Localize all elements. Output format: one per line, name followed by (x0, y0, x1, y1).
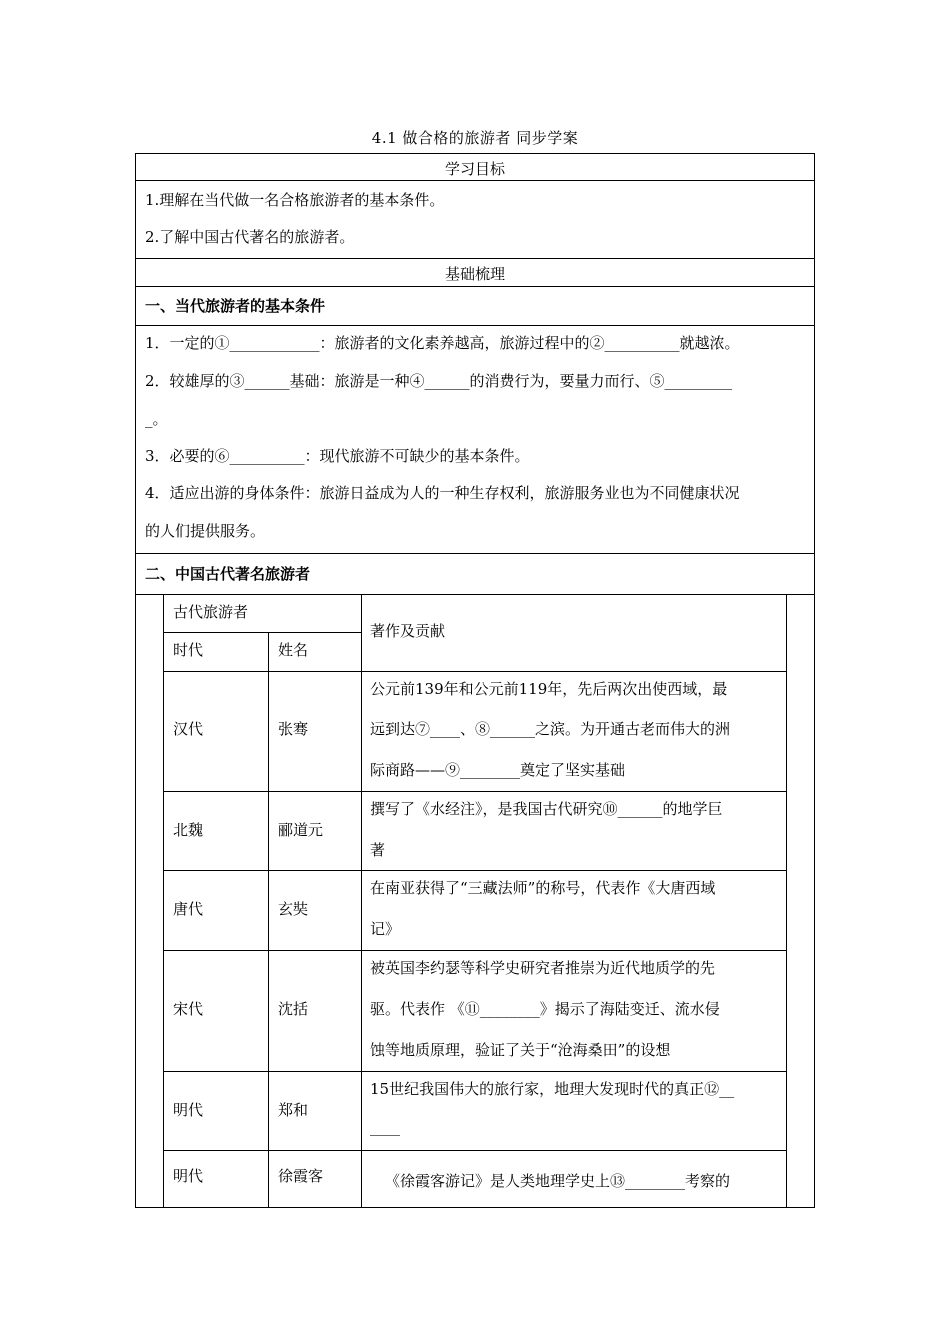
section-1-title: 一、当代旅游者的基本条件 (145, 297, 326, 315)
basics-line: 1．一定的①____________：旅游者的文化素养越高，旅游过程中的②__________就越浓。 (145, 334, 740, 352)
basics-line: _。 (145, 410, 168, 428)
goal-item: 2.了解中国古代著名的旅游者。 (145, 228, 355, 246)
divider (135, 258, 815, 259)
row-name: 徐霞客 (278, 1167, 324, 1185)
row-era: 明代 (173, 1167, 204, 1185)
divider (135, 286, 815, 287)
row-era: 北魏 (173, 821, 204, 839)
divider (135, 553, 815, 554)
row-work-line: 驱。代表作 《⑪________》揭示了海陆变迁、流水侵 (370, 1000, 720, 1018)
basics-line: 2．较雄厚的③______基础：旅游是一种④______的消费行为，要量力而行、⑤_________ (145, 372, 733, 390)
inner-table-border (163, 671, 787, 672)
row-era: 宋代 (173, 1000, 204, 1018)
divider (135, 325, 815, 326)
inner-table-border (163, 1071, 787, 1072)
col-header-name: 姓名 (278, 641, 309, 659)
col-header-era: 时代 (173, 641, 204, 659)
inner-table-border (268, 632, 269, 1208)
inner-table-border (163, 950, 787, 951)
row-work-line: ____ (370, 1118, 400, 1136)
row-work-line: 15世纪我国伟大的旅行家，地理大发现时代的真正⑫__ (370, 1080, 735, 1098)
row-name: 郦道元 (278, 821, 324, 839)
row-work-line: 在南亚获得了“三藏法师”的称号，代表作《大唐西域 (370, 879, 716, 897)
row-work-line: 际商路——⑨________奠定了坚实基础 (370, 761, 626, 779)
inner-table-border (163, 791, 787, 792)
inner-table-border (163, 1150, 787, 1151)
row-work-line: 著 (370, 841, 386, 859)
row-name: 沈括 (278, 1000, 309, 1018)
divider (135, 180, 815, 181)
row-work-line: 蚀等地质原理，验证了关于“沧海桑田”的设想 (370, 1041, 671, 1059)
row-name: 张骞 (278, 720, 309, 738)
row-era: 明代 (173, 1101, 204, 1119)
inner-table-border (163, 595, 164, 1208)
basics-header: 基础梳理 (444, 265, 505, 283)
row-era: 汉代 (173, 720, 204, 738)
row-work-line: 远到达⑦____、⑧______之滨。为开通古老而伟大的洲 (370, 720, 731, 738)
col-header-work: 著作及贡献 (370, 622, 446, 640)
row-work-line: 被英国李约瑟等科学史研究者推崇为近代地质学的先 (370, 959, 716, 977)
basics-line: 的人们提供服务。 (145, 522, 266, 540)
row-work-line: 撰写了《水经注》，是我国古代研究⑩______的地学巨 (370, 800, 723, 818)
section-2-title: 二、中国古代著名旅游者 (145, 565, 311, 583)
inner-table-border (163, 632, 361, 633)
basics-line: 4．适应出游的身体条件：旅游日益成为人的一种生存权利，旅游服务业也为不同健康状况 (145, 484, 740, 502)
page-title: 4.1 做合格的旅游者 同步学案 (371, 129, 579, 147)
inner-table-border (786, 595, 787, 1208)
row-work-line: 公元前139年和公元前119年，先后两次出使西域，最 (370, 680, 728, 698)
row-name: 玄奘 (278, 900, 309, 918)
inner-table-border (361, 595, 362, 1208)
row-name: 郑和 (278, 1101, 309, 1119)
inner-table-border (163, 870, 787, 871)
basics-line: 3．必要的⑥__________：现代旅游不可缺少的基本条件。 (145, 447, 530, 465)
row-era: 唐代 (173, 900, 204, 918)
row-work-line: 记》 (370, 920, 401, 938)
row-work-line: 《徐霞客游记》是人类地理学史上⑬________考察的 (385, 1172, 731, 1190)
goal-item: 1.理解在当代做一名合格旅游者的基本条件。 (145, 191, 445, 209)
divider (135, 594, 815, 595)
col-header-group: 古代旅游者 (173, 603, 249, 621)
goals-header: 学习目标 (444, 160, 505, 178)
